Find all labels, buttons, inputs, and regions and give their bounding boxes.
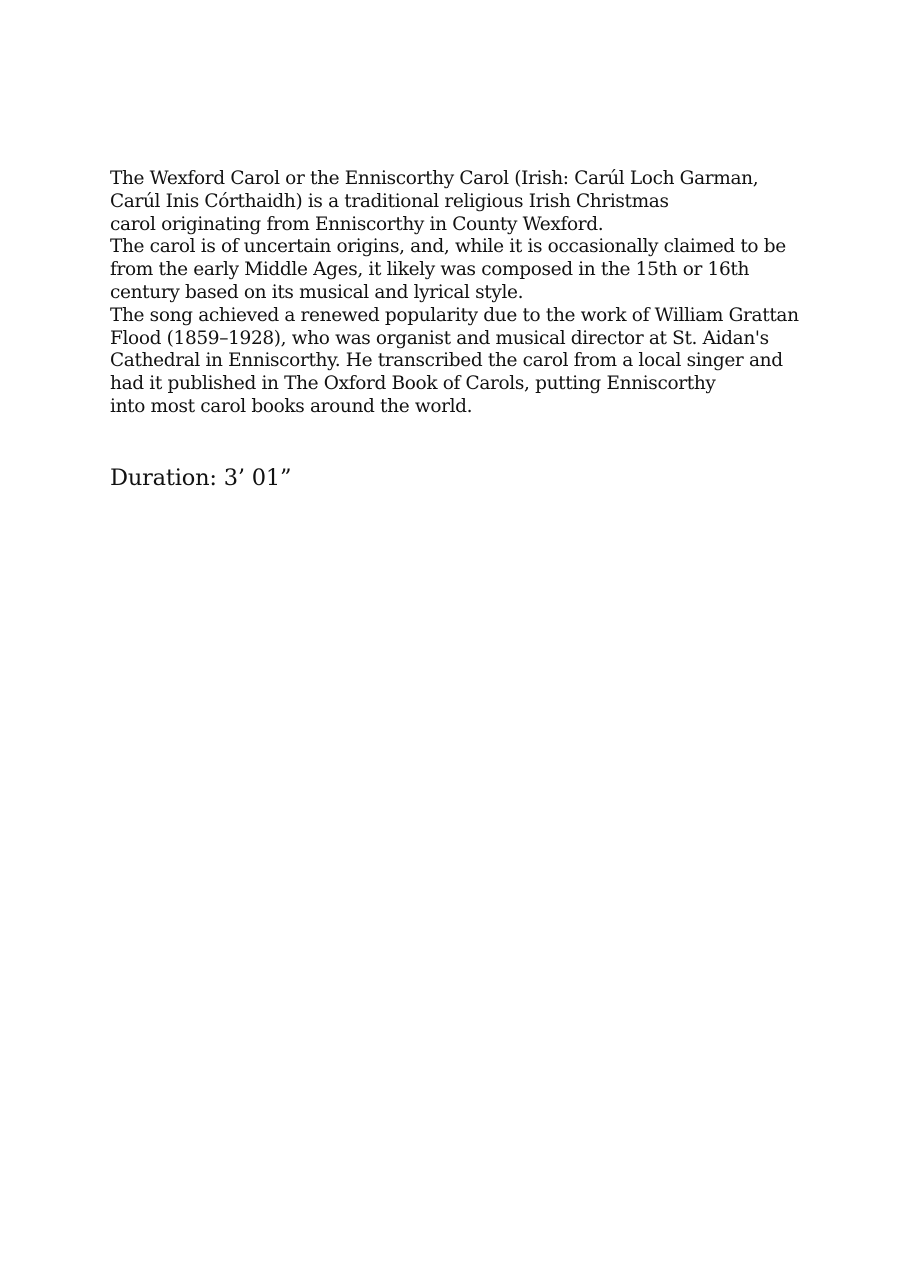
document-page bbox=[110, 168, 810, 491]
paragraph-origins: The carol is of uncertain origins, and, while it is occasionally claimed to be from the early Middle Ages, it likely was composed in the 15th or 16th century based on its musical and lyrical style. bbox=[110, 236, 786, 303]
duration-label: Duration: 3’ 01” bbox=[110, 465, 292, 491]
paragraph-popularity: The song achieved a renewed popularity due to the work of William Grattan Flood (1859–1928), who was organist and musical director at St. Aidan's Cathedral in Enniscorthy. He transcribed the carol from a local singer and had it published in The Oxford Book of Carols, putting Enniscorthy into most carol books around the world. bbox=[110, 304, 799, 417]
paragraph-intro: The Wexford Carol or the Enniscorthy Carol (Irish: Carúl Loch Garman, Carúl Inis Córthaidh) is a traditional religious Irish Christmas carol originating from Enniscorthy in County Wexford. bbox=[110, 168, 759, 235]
